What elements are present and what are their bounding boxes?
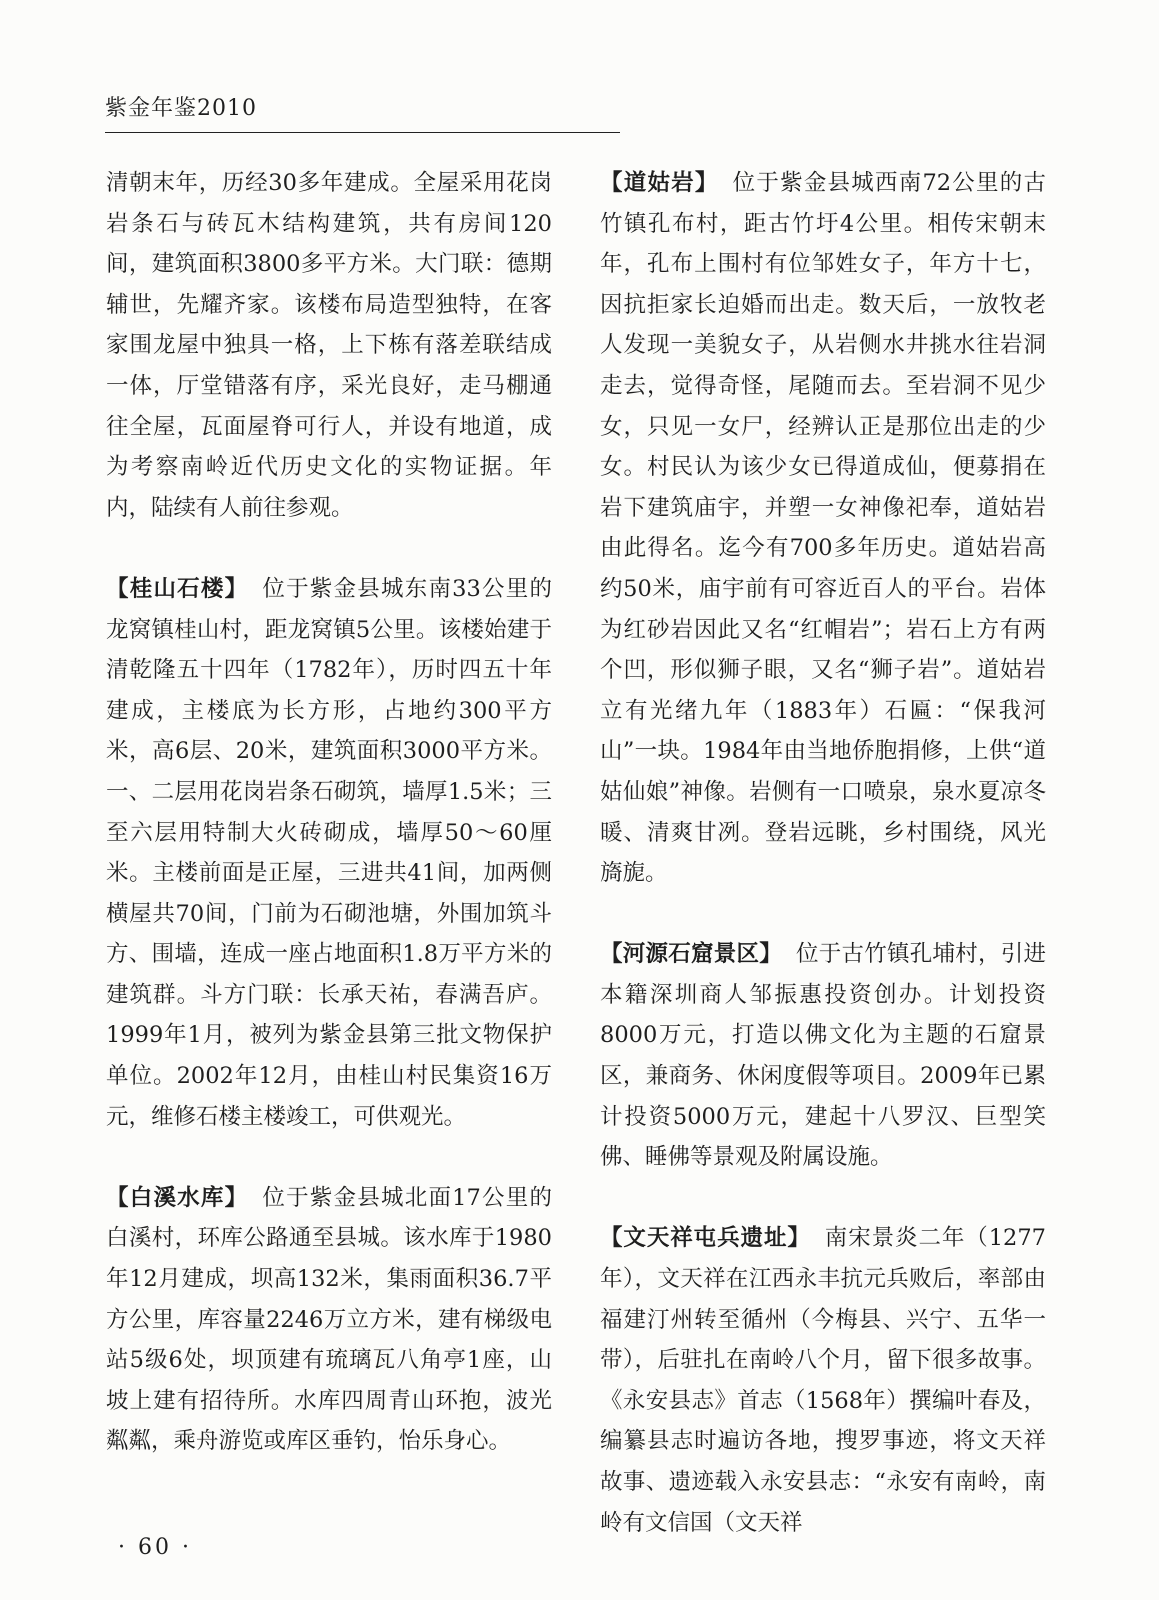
entry-guishan-stone-tower [106,569,552,1137]
entry-body: 位于古竹镇孔埔村，引进本籍深圳商人邹振惠投资创办。计划投资8000万元，打造以佛文化为主题的石窟景区，兼商务、休闲度假等项目。2009年已累计投资5000万元，建起十八罗汉、巨型笑佛、睡佛等景观及附属设施。 [600,941,1046,1171]
running-header [105,90,620,133]
entry-title: 【白溪水库】 [106,1184,249,1211]
entry-daogu-rock [600,163,1046,894]
entry-title: 【河源石窟景区】 [600,941,782,968]
entry-body: 南宋景炎二年（1277年），文天祥在江西永丰抗元兵败后，率部由福建汀州转至循州（今梅县、兴宁、五华一带），后驻扎在南岭八个月，留下很多故事。《永安县志》首志（1568年）撰编叶春及，编纂县志时遍访各地，搜罗事迹，将文天祥故事、遗迹载入永安县志：“永安有南岭，南岭有文信国（文天祥 [600,1225,1046,1536]
entry-body: 位于紫金县城西南72公里的古竹镇孔布村，距古竹圩4公里。相传宋朝末年，孔布上围村有位邹姓女子，年方十七，因抗拒家长迫婚而出走。数天后，一放牧老人发现一美貌女子，从岩侧水井挑水往岩洞走去，觉得奇怪，尾随而去。至岩洞不见少女，只见一女尸，经辨认正是那位出走的少女。村民认为该少女已得道成仙，便募捐在岩下建筑庙宇，并塑一女神像祀奉，道姑岩由此得名。迄今有700多年历史。道姑岩高约50米，庙宇前有可容近百人的平台。岩体为红砂岩因此又名“红帽岩”；岩石上方有两个凹，形似狮子眼，又名“狮子岩”。道姑岩立有光绪九年（1883年）石匾：“保我河山”一块。1984年由当地侨胞捐修，上供“道姑仙娘”神像。岩侧有一口喷泉，泉水夏凉冬暖、清爽甘冽。登岩远眺，乡村围绕，风光旖旎。 [600,170,1046,887]
entry-title: 【文天祥屯兵遗址】 [600,1225,811,1252]
entry-title: 【道姑岩】 [600,170,719,196]
right-column [600,163,1046,1543]
entry-heyuan-grotto-scenic-area [600,934,1046,1178]
entry-wen-tianxiang-garrison-site [600,1218,1046,1543]
yearbook-title: 紫金年鉴2010 [105,96,257,121]
entry-baixi-reservoir [106,1178,552,1462]
left-column [106,163,552,1462]
continuation-paragraph: 清朝末年，历经30多年建成。全屋采用花岗岩条石与砖瓦木结构建筑，共有房间120间，建筑面积3800多平方米。大门联：德期辅世，先耀齐家。该楼布局造型独特，在客家围龙屋中独具一格，上下栋有落差联结成一体，厅堂错落有序，采光良好，走马棚通往全屋，瓦面屋脊可行人，并设有地道，成为考察南岭近代历史文化的实物证据。年内，陆续有人前往参观。 [106,170,552,521]
entry-body: 位于紫金县城北面17公里的白溪村，环库公路通至县城。该水库于1980年12月建成，坝高132米，集雨面积36.7平方公里，库容量2246万立方米，建有梯级电站5级6处，坝顶建有琉璃瓦八角亭1座，山坡上建有招待所。水库四周青山环抱，波光粼粼，乘舟游览或库区垂钓，怡乐身心。 [106,1184,552,1455]
entry-body: 位于紫金县城东南33公里的龙窝镇桂山村，距龙窝镇5公里。该楼始建于清乾隆五十四年（1782年），历时四五十年建成，主楼底为长方形，占地约300平方米，高6层、20米，建筑面积3000平方米。一、二层用花岗岩条石砌筑，墙厚1.5米；三至六层用特制大火砖砌成，墙厚50～60厘米。主楼前面是正屋，三进共41间，加两侧横屋共70间，门前为石砌池塘，外围加筑斗方、围墙，连成一座占地面积1.8万平方米的建筑群。斗方门联：长承天祐，春满吾庐。1999年1月，被列为紫金县第三批文物保护单位。2002年12月，由桂山村民集资16万元，维修石楼主楼竣工，可供观光。 [106,575,552,1130]
entry-title: 【桂山石楼】 [106,575,249,602]
page-number: · 60 · [118,1535,192,1560]
